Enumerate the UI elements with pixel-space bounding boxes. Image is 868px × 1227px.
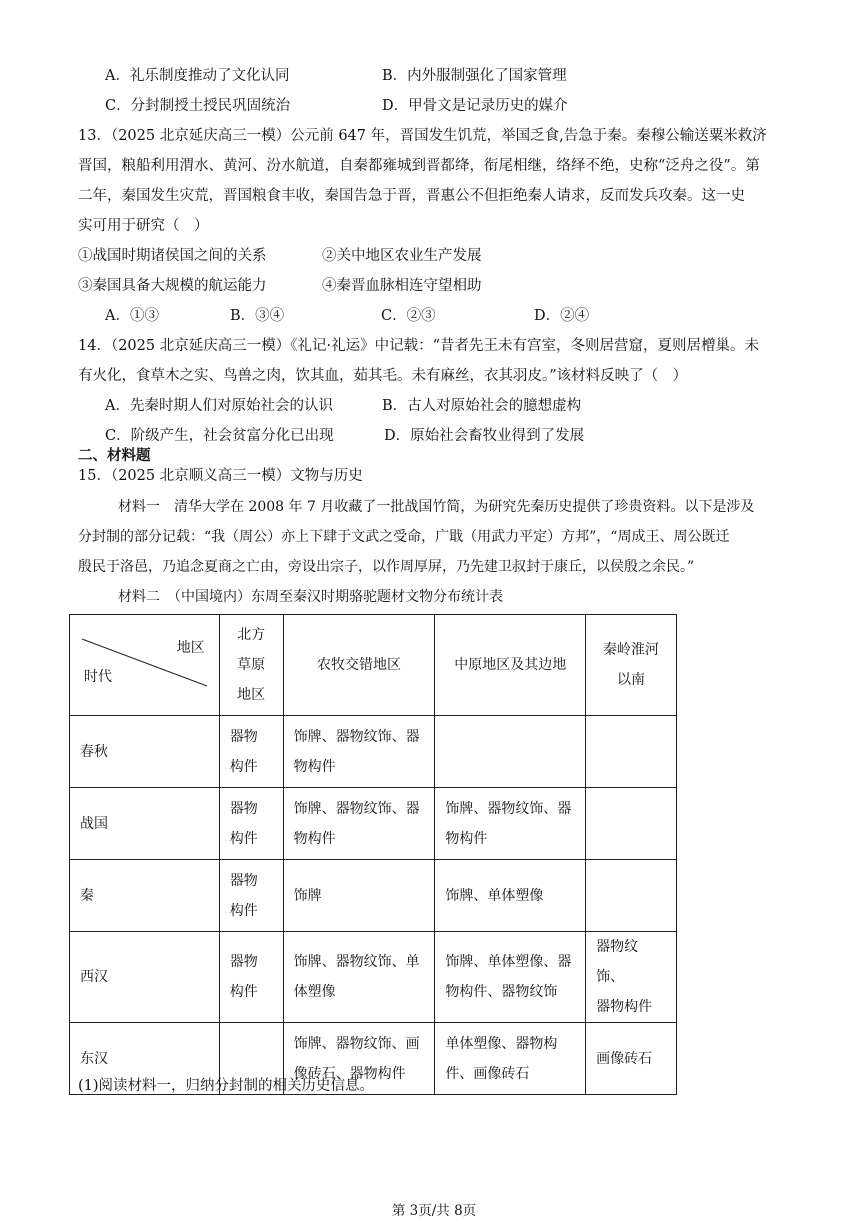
q13-option-c: C．②③ [381, 308, 436, 324]
diagonal-divider [70, 615, 220, 716]
corner-label-region: 地区 [176, 640, 205, 656]
table-corner-cell [70, 615, 220, 716]
table-cell: 单体塑像、器物构 件、画像砖石 [435, 1023, 586, 1095]
table-cell: 器物 构件 [219, 932, 283, 1023]
q13-stem-line: 二年，秦国发生灾荒，晋国粮食丰收，秦国告急于晋，晋惠公不但拒绝秦人请求，反而发兵攻秦。这一史 [78, 188, 745, 204]
section-title: 二、材料题 [78, 447, 151, 464]
era-cell: 春秋 [70, 716, 220, 788]
table-cell: 饰牌、器物纹饰、器 物构件 [283, 788, 435, 860]
table-cell: 器物 构件 [219, 716, 283, 788]
table-cell: 画像砖石 [586, 1023, 677, 1095]
q14-option-d: D．原始社会畜牧业得到了发展 [384, 428, 585, 444]
q15-subquestion-1: (1)阅读材料一，归纳分封制的相关历史信息。 [78, 1078, 375, 1094]
q14-stem-line: 14．（2025 北京延庆高三一模）《礼记·礼运》中记载：“昔者先王未有宫室，冬则居营窟，夏则居橧巢。未 [78, 338, 759, 354]
table-cell-empty [586, 788, 677, 860]
column-header: 农牧交错地区 [283, 615, 435, 716]
table-cell: 饰牌、单体塑像 [435, 860, 586, 932]
material1-line: 分封制的部分记载：“我（周公）亦上下肆于文武之受命，广戢（用武力平定）方邦”，“周成王、周公既迁 [78, 529, 730, 545]
column-header: 秦岭淮河 以南 [586, 615, 677, 716]
q14-option-c: C．阶级产生，社会贫富分化已出现 [105, 428, 334, 444]
camel-artifact-table [69, 614, 677, 1095]
table-cell: 饰牌、器物纹饰、单 体塑像 [283, 932, 435, 1023]
page-footer: 第 3页/共 8页 [391, 1203, 477, 1219]
q13-item-3: ③秦国具备大规模的航运能力 [78, 278, 267, 294]
material2-title: 材料二 （中国境内）东周至秦汉时期骆驼题材文物分布统计表 [118, 589, 503, 605]
q13-stem-line: 13．（2025 北京延庆高三一模）公元前 647 年，晋国发生饥荒，举国乏食,告急于秦。秦穆公输送粟米救济 [78, 128, 767, 144]
q13-stem-line: 晋国，粮船利用渭水、黄河、汾水航道，自秦都雍城到晋都绛，衔尾相继，络绎不绝，史称“泛舟之役”。第 [78, 158, 760, 174]
q13-option-d: D．②④ [534, 308, 590, 324]
material1-line: 殷民于洛邑，乃追念夏商之亡由，旁设出宗子，以作周厚屏，乃先建卫叔封于康丘，以侯殷之余民。” [78, 559, 695, 575]
q14-option-a: A．先秦时期人们对原始社会的认识 [105, 398, 333, 414]
table-row [70, 788, 677, 860]
q14-option-b: B．古人对原始社会的臆想虚构 [382, 398, 582, 414]
era-cell: 西汉 [70, 932, 220, 1023]
table-cell: 器物 构件 [219, 788, 283, 860]
table-cell-empty [435, 716, 586, 788]
table-cell: 器物 构件 [219, 860, 283, 932]
table-cell: 器物纹饰、 器物构件 [586, 932, 677, 1023]
q13-item-2: ②关中地区农业生产发展 [322, 248, 482, 264]
table-cell: 饰牌、器物纹饰、器 物构件 [283, 716, 435, 788]
q12-option-c: C．分封制授土授民巩固统治 [105, 98, 291, 114]
q12-option-b: B．内外服制强化了国家管理 [382, 68, 567, 84]
table-header-row [70, 615, 677, 716]
q12-option-d: D．甲骨文是记录历史的媒介 [382, 98, 568, 114]
q13-item-1: ①战国时期诸侯国之间的关系 [78, 248, 267, 264]
table-cell-empty [586, 860, 677, 932]
era-cell: 东汉 [70, 1023, 220, 1095]
q13-item-4: ④秦晋血脉相连守望相助 [322, 278, 482, 294]
q13-option-b: B．③④ [230, 308, 285, 324]
q13-stem-line: 实可用于研究（ ） [78, 218, 209, 234]
q13-option-a: A．①③ [105, 308, 159, 324]
material1-line: 材料一 清华大学在 2008 年 7 月收藏了一批战国竹简，为研究先秦历史提供了珍贵资料。以下是涉及 [118, 499, 755, 515]
table-cell: 饰牌、器物纹饰、器 物构件 [435, 788, 586, 860]
table-row [70, 932, 677, 1023]
table-row [70, 716, 677, 788]
table-cell-empty [586, 716, 677, 788]
corner-label-era: 时代 [84, 669, 112, 685]
q15-title: 15．（2025 北京顺义高三一模）文物与历史 [78, 468, 363, 484]
era-cell: 战国 [70, 788, 220, 860]
q14-stem-line: 有火化，食草木之实、鸟兽之肉，饮其血，茹其毛。未有麻丝，衣其羽皮。”该材料反映了（ ） [78, 368, 688, 384]
era-cell: 秦 [70, 860, 220, 932]
table-cell: 饰牌、器物纹饰、画 像砖石、器物构件 [283, 1023, 435, 1095]
column-header: 北方 草原 地区 [219, 615, 283, 716]
q12-option-a: A．礼乐制度推动了文化认同 [105, 68, 290, 84]
table-cell: 饰牌 [283, 860, 435, 932]
table-row [70, 860, 677, 932]
table-cell: 饰牌、单体塑像、器 物构件、器物纹饰 [435, 932, 586, 1023]
column-header: 中原地区及其边地 [435, 615, 586, 716]
